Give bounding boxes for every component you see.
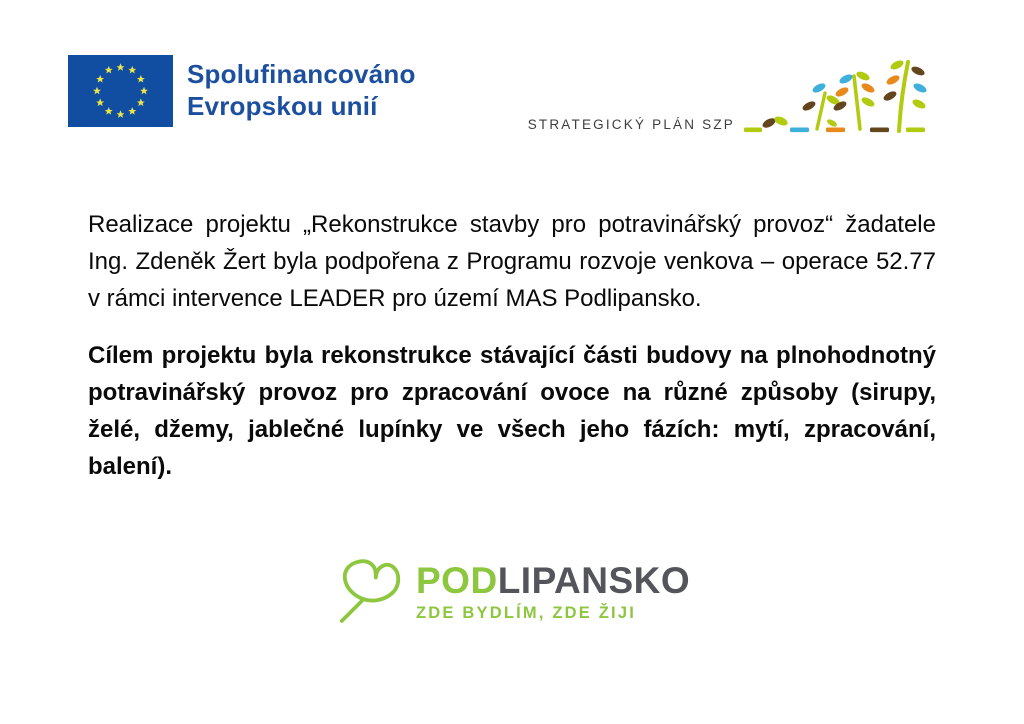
podlipansko-logo: [338, 558, 690, 625]
main-text-block: [88, 206, 936, 485]
paragraph-project-realization: Realizace projektu „Rekonstrukce stavby pro potravinářský provoz“ žadatele Ing. Zdeněk Žert byla podpořena z Programu rozvoje venkova – operace 52.77 v rámci intervence LEADER pro území MAS Podlipansko.: [88, 211, 936, 312]
szp-plant-tall: [882, 59, 927, 131]
szp-plant-medium: [832, 70, 876, 129]
szp-sprout: [761, 115, 789, 130]
eu-cofinance-line2: Evropskou unií: [187, 91, 378, 121]
szp-logo: [528, 56, 927, 138]
podlipansko-text: [416, 561, 690, 623]
wordmark-lipansko: LIPANSKO: [497, 559, 691, 601]
szp-growing-plants-icon: [742, 56, 927, 138]
eu-flag-icon: [68, 55, 173, 127]
wordmark-pod: POD: [416, 559, 498, 601]
szp-plant-small: [801, 82, 841, 129]
eu-cofinance-text: [187, 55, 416, 122]
paragraph-project-goal: Cílem projektu byla rekonstrukce stávající části budovy na plnohodnotný potravinářský provoz pro zpracování ovoce na různé způsoby (sirupy, želé, džemy, jablečné lupínky ve všech jeho fázích: mytí, zpracování, balení).: [88, 342, 936, 480]
eu-cofinance-line1: Spolufinancováno: [187, 59, 416, 89]
podlipansko-tagline: ZDE BYDLÍM, ZDE ŽIJI: [416, 603, 637, 622]
szp-label: STRATEGICKÝ PLÁN SZP: [527, 117, 735, 132]
linden-leaf-icon: [338, 558, 402, 625]
podlipansko-wordmark: [416, 561, 690, 601]
eu-cofinance-logo: [68, 55, 416, 127]
